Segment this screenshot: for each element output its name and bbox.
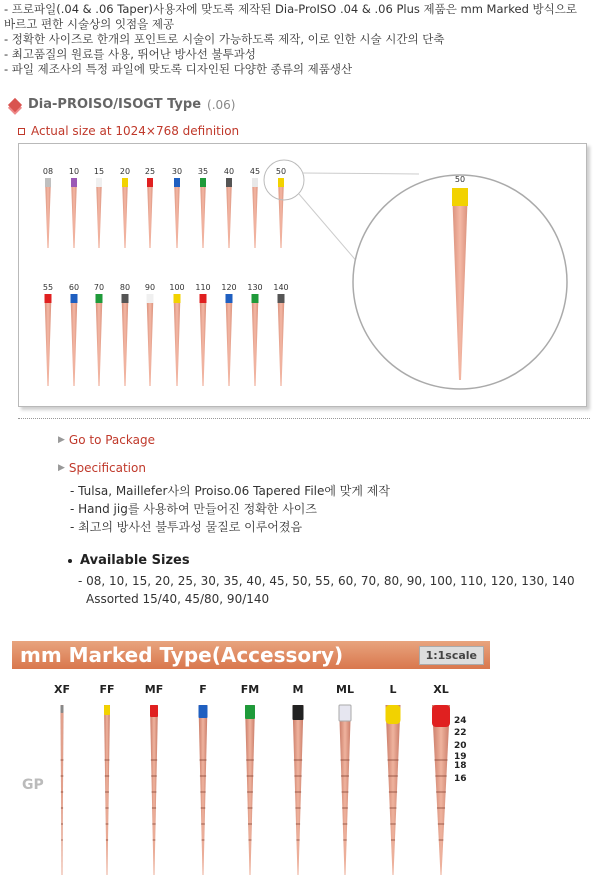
- accessory-color-band: [293, 705, 304, 720]
- accessory-color-band: [386, 705, 401, 724]
- point-size-label: 10: [68, 167, 80, 176]
- accessory-point-body: [61, 705, 64, 875]
- color-band: [147, 294, 154, 303]
- mm-mark-label: 19: [454, 752, 467, 762]
- point-size-label: 140: [273, 283, 289, 292]
- available-sizes: [68, 553, 575, 608]
- point-size-label: 120: [221, 283, 237, 292]
- point-15: [94, 167, 104, 248]
- point-20: [120, 167, 130, 248]
- section-title-text: Dia-PROISO/ISOGT Type: [28, 97, 202, 112]
- point-body: [147, 294, 154, 386]
- point-40: [224, 167, 234, 248]
- color-band: [147, 178, 153, 187]
- arrow-right-icon: ▶: [58, 463, 65, 473]
- color-band: [96, 178, 102, 187]
- point-body: [45, 178, 51, 248]
- point-body: [71, 178, 77, 248]
- list-item: - Tulsa, Maillefer사의 Proiso.06 Tapered File에 맞게 제작: [70, 484, 390, 498]
- accessory-point-body: [104, 705, 110, 875]
- list-item: - 최고의 방사선 불투과성 물질로 이루어졌음: [70, 520, 303, 534]
- point-body: [96, 294, 103, 386]
- point-size-label: 80: [119, 283, 131, 292]
- color-band: [71, 178, 77, 187]
- accessory-color-band: [432, 705, 450, 727]
- section-subtitle: (.06): [207, 97, 236, 112]
- actual-size-label: [18, 124, 239, 138]
- point-size-label: 110: [195, 283, 211, 292]
- color-band: [174, 294, 181, 303]
- point-body: [45, 294, 52, 386]
- color-band: [122, 294, 129, 303]
- color-band: [71, 294, 78, 303]
- accessory-size-label: M: [292, 683, 304, 696]
- intro-text: [4, 2, 604, 77]
- point-10: [69, 167, 79, 248]
- accessory-point-xl: [432, 683, 450, 875]
- accessory-size-label: L: [389, 683, 397, 696]
- intro-line: - 최고품질의 원료를 사용, 뛰어난 방사선 불투과성: [4, 47, 256, 61]
- color-band: [226, 178, 232, 187]
- square-bullet-icon: [18, 128, 25, 135]
- accessory-point-body: [150, 705, 158, 875]
- arrow-right-icon: ▶: [58, 435, 65, 445]
- accessory-size-label: MF: [144, 683, 164, 696]
- color-band: [96, 294, 103, 303]
- point-body: [96, 178, 102, 248]
- point-size-label: 100: [169, 283, 185, 292]
- mm-mark-label: 20: [454, 741, 467, 751]
- scale-badge: 1:1scale: [419, 646, 484, 665]
- point-body: [174, 294, 181, 386]
- accessory-illustration: [0, 675, 606, 880]
- accessory-point-body: [199, 705, 208, 875]
- point-size-label: 40: [223, 167, 235, 176]
- zoom-line-top: [302, 173, 419, 174]
- section-title: [10, 97, 235, 112]
- list-item: - Hand jig를 사용하여 만들어진 정확한 사이즈: [70, 502, 317, 516]
- go-to-package-link[interactable]: [58, 433, 155, 447]
- point-size-label: 45: [249, 167, 261, 176]
- intro-line: - 정확한 사이즈로 한개의 포인트로 시술이 가능하도록 제작, 이로 인한 시술 시간의 단축: [4, 32, 445, 46]
- point-size-label: 60: [68, 283, 80, 292]
- accessory-point-mf: [145, 683, 163, 875]
- accessory-point-ff: [99, 683, 114, 875]
- accessory-point-fm: [241, 683, 259, 875]
- point-body: [226, 294, 233, 386]
- product-panel: [18, 143, 587, 407]
- assorted-line: Assorted 15/40, 45/80, 90/140: [86, 592, 270, 606]
- point-50: [276, 167, 286, 248]
- cube-icon: [8, 97, 22, 111]
- accessory-point-l: [386, 683, 401, 875]
- point-25: [145, 167, 155, 248]
- color-band: [45, 178, 51, 187]
- point-120: [221, 283, 236, 386]
- zoom-color-band: [452, 188, 468, 206]
- accessory-point-m: [293, 683, 304, 875]
- available-sizes-title: Available Sizes: [80, 553, 190, 568]
- accessory-color-band: [104, 705, 110, 715]
- color-band: [226, 294, 233, 303]
- mm-mark-label: 22: [454, 728, 467, 738]
- point-30: [172, 167, 182, 248]
- point-body: [122, 178, 128, 248]
- accessory-point-body: [293, 705, 304, 875]
- accessory-color-band: [150, 705, 158, 717]
- point-size-label: 20: [119, 167, 131, 176]
- mm-mark-label: 24: [454, 716, 467, 726]
- accessory-point-ml: [336, 683, 354, 875]
- point-body: [71, 294, 78, 386]
- point-80: [120, 283, 130, 386]
- point-body: [147, 178, 153, 248]
- point-body: [226, 178, 232, 248]
- color-band: [252, 178, 258, 187]
- go-to-package-text: Go to Package: [68, 433, 155, 447]
- point-110: [195, 283, 210, 386]
- point-body: [252, 294, 259, 386]
- point-70: [94, 283, 104, 386]
- dotted-divider: [18, 418, 590, 419]
- file-points-illustration: [19, 144, 586, 406]
- point-45: [250, 167, 260, 248]
- point-08: [43, 167, 53, 248]
- accessory-size-label: F: [199, 683, 207, 696]
- point-60: [69, 283, 79, 386]
- point-130: [247, 283, 262, 386]
- zoom-size-label: 50: [454, 175, 466, 184]
- banner-title: mm Marked Type(Accessory): [20, 643, 344, 667]
- accessory-size-label: XF: [54, 683, 70, 696]
- accessory-point-body: [339, 705, 351, 875]
- accessory-point-xf: [54, 683, 70, 875]
- point-size-label: 50: [275, 167, 287, 176]
- point-size-label: 25: [144, 167, 156, 176]
- accessory-size-label: XL: [433, 683, 449, 696]
- mm-marked-banner: [12, 641, 490, 669]
- point-90: [145, 283, 155, 386]
- point-body: [174, 178, 180, 248]
- point-body: [122, 294, 129, 386]
- point-body: [278, 178, 284, 248]
- point-100: [169, 283, 184, 386]
- point-body: [200, 294, 207, 386]
- point-140: [273, 283, 288, 386]
- color-band: [174, 178, 180, 187]
- accessory-color-band: [199, 705, 208, 718]
- accessory-point-f: [199, 683, 208, 875]
- point-body: [252, 178, 258, 248]
- specification-text: Specification: [68, 461, 146, 475]
- accessory-size-label: ML: [336, 683, 354, 696]
- point-size-label: 08: [42, 167, 54, 176]
- accessory-point-body: [245, 705, 255, 875]
- color-band: [122, 178, 128, 187]
- color-band: [278, 294, 285, 303]
- accessory-size-label: FM: [240, 683, 260, 696]
- color-band: [252, 294, 259, 303]
- zoom-line-bottom: [299, 194, 359, 264]
- accessory-point-body: [432, 705, 450, 875]
- accessory-color-band: [245, 705, 255, 719]
- color-band: [200, 294, 207, 303]
- intro-line: - 파일 제조사의 특정 파일에 맞도록 디자인된 다양한 종류의 제품생산: [4, 62, 353, 76]
- sizes-line: - 08, 10, 15, 20, 25, 30, 35, 40, 45, 50, 55, 60, 70, 80, 90, 100, 110, 120, 130, 140: [78, 574, 575, 588]
- point-size-label: 35: [197, 167, 209, 176]
- point-size-label: 15: [93, 167, 105, 176]
- point-size-label: 30: [171, 167, 183, 176]
- accessory-point-body: [386, 705, 401, 875]
- color-band: [45, 294, 52, 303]
- color-band: [200, 178, 206, 187]
- intro-line: - 프로파일(.04 & .06 Taper)사용자에 맞도록 제작된 Dia-ProISO .04 & .06 Plus 제품은 mm Marked 방식으로: [4, 2, 577, 16]
- accessory-size-label: FF: [99, 683, 115, 696]
- point-size-label: 90: [144, 283, 156, 292]
- mm-mark-label: 16: [454, 774, 467, 784]
- available-sizes-heading: [68, 553, 575, 568]
- point-body: [200, 178, 206, 248]
- intro-line: 바르고 편한 시술상의 잇점을 제공: [4, 17, 175, 31]
- color-band: [278, 178, 284, 187]
- point-size-label: 70: [93, 283, 105, 292]
- point-size-label: 130: [247, 283, 263, 292]
- point-35: [198, 167, 208, 248]
- spec-list: [70, 482, 390, 536]
- specification-link[interactable]: [58, 461, 146, 475]
- actual-size-text: Actual size at 1024×768 definition: [31, 124, 240, 138]
- mm-mark-label: 18: [454, 761, 467, 771]
- bullet-icon: [68, 559, 72, 563]
- accessory-color-band: [339, 705, 351, 721]
- point-55: [43, 283, 53, 386]
- accessory-color-band: [61, 705, 64, 713]
- point-body: [278, 294, 285, 386]
- point-size-label: 55: [42, 283, 54, 292]
- sizes-list: [78, 572, 575, 608]
- gp-label: GP: [22, 777, 44, 793]
